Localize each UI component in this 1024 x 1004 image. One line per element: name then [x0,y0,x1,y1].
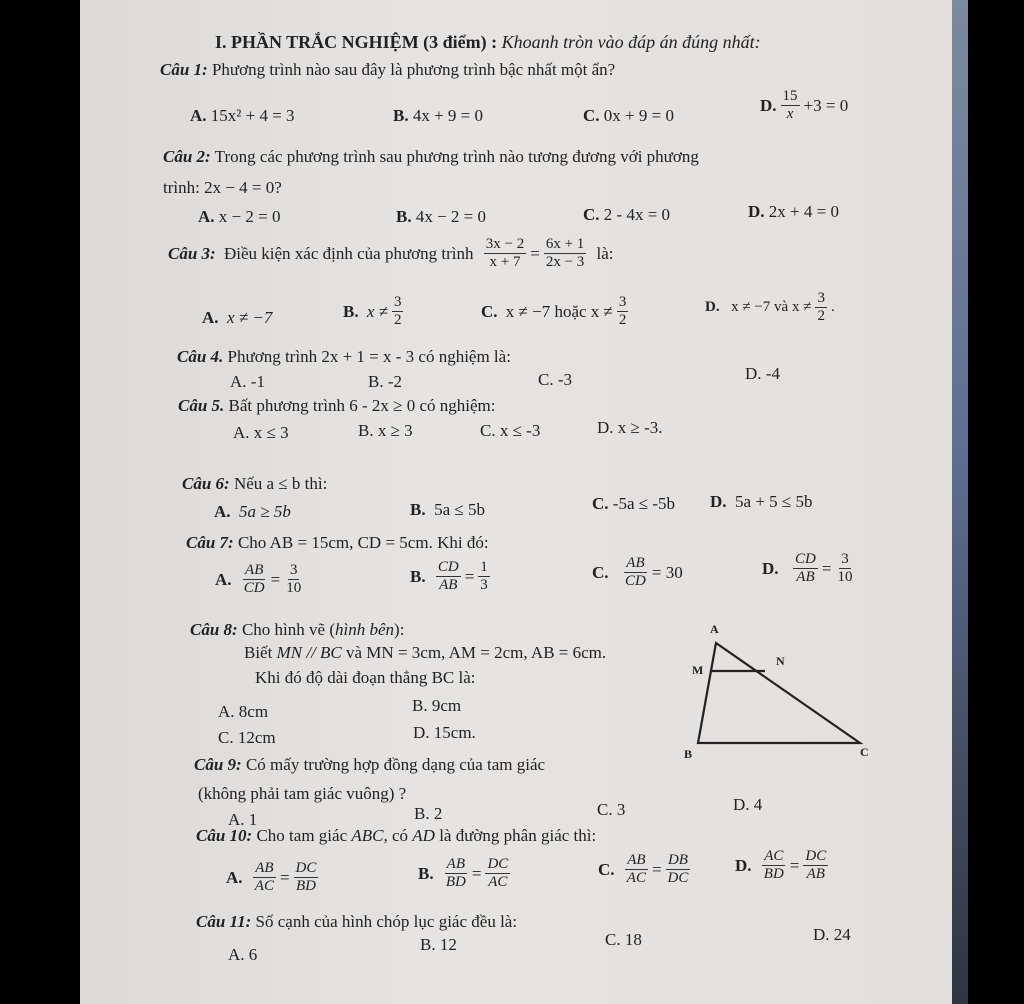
q11-option-b[interactable]: B. 12 [420,935,457,954]
q6-option-c[interactable]: C. -5a ≤ -5b [592,494,675,513]
q9-text-line2: (không phải tam giác vuông) ? [198,784,407,803]
q10-option-d[interactable]: D. $\frac{AC}{BD}$ = $\frac{DC}{AB}$ [735,848,827,882]
q4-text: Câu 4. Phương trình 2x + 1 = x - 3 có nghiệm là: [177,347,511,366]
vertex-a-label: A [710,622,719,636]
paper-edge [952,0,968,1004]
q10-option-b[interactable]: B. $\frac{AB}{BD}$ = $\frac{DC}{AC}$ [418,856,509,890]
q6-option-a[interactable]: A. 5a ≥ 5b [214,502,291,521]
q8-option-a[interactable]: A. 8cm [218,702,269,721]
point-m-label: M [692,663,704,677]
q5-option-c[interactable]: C. x ≤ -3 [480,421,541,440]
q11-option-c[interactable]: C. 18 [605,930,642,949]
q3-option-d[interactable]: D. x ≠ −7 và x ≠ $\frac{3}{2}$ . [705,290,835,324]
vertex-b-label: B [684,747,693,761]
q1-option-a[interactable]: A. 15x² + 4 = 3 [190,106,295,125]
q10-text: Câu 10: Cho tam giác ABC, có AD là đường phân giác thì: [196,826,597,845]
q1-question: Phương trình nào sau đây là phương trình bậc nhất một ẩn? [211,60,616,79]
q7-text: Câu 7: Cho AB = 15cm, CD = 5cm. Khi đó: [186,533,489,552]
q5-option-b[interactable]: B. x ≥ 3 [358,421,413,440]
q11-option-d[interactable]: D. 24 [813,925,851,944]
q6-option-b[interactable]: B. 5a ≤ 5b [410,500,485,519]
q1-label: Câu 1: [160,60,208,79]
q3-option-b[interactable]: B. x ≠ $\frac{3}{2}$ [343,294,402,328]
q2-text: Câu 2: Trong các phương trình sau phương trình nào tương đương với phương [163,147,699,166]
section-instruction: Khoanh tròn vào đáp án đúng nhất: [501,32,761,52]
q6-option-d[interactable]: D. 5a + 5 ≤ 5b [710,492,813,511]
q7-option-c[interactable]: C. $\frac{AB}{CD}$ = 30 [592,555,683,589]
q6-text: Câu 6: Nếu a ≤ b thì: [182,474,328,493]
q2-option-a[interactable]: A. x − 2 = 0 [198,207,281,226]
q7-option-a[interactable]: A. $\frac{AB}{CD}$ = $\frac{3}{10}$ [215,562,302,596]
q3-option-c[interactable]: C. x ≠ −7 hoặc x ≠ $\frac{3}{2}$ [481,294,627,328]
q3-option-a[interactable]: A. x ≠ −7 [202,308,273,327]
q5-text: Câu 5. Bất phương trình 6 - 2x ≥ 0 có nghiệm: [178,396,496,415]
q4-option-d[interactable]: D. -4 [745,364,780,383]
q2-text-line2: trình: 2x − 4 = 0? [163,178,282,197]
q8-option-b[interactable]: B. 9cm [412,696,462,715]
q2-option-c[interactable]: C. 2 - 4x = 0 [583,205,671,224]
q4-option-b[interactable]: B. -2 [368,372,402,391]
q5-option-a[interactable]: A. x ≤ 3 [233,423,289,442]
q8-text: Câu 8: Cho hình vẽ (hình bên): [190,620,405,639]
section-header [215,32,761,53]
q10-option-a[interactable]: A. $\frac{AB}{AC}$ = $\frac{DC}{BD}$ [226,860,317,894]
q9-text: Câu 9: Có mấy trường hợp đồng dạng của tam giác [194,755,546,774]
q1-text [160,60,615,80]
point-n-label: N [776,654,785,668]
vertex-c-label: C [860,745,869,759]
q8-line3: Khi đó độ dài đoạn thẳng BC là: [255,668,476,687]
q4-option-c[interactable]: C. -3 [538,370,572,389]
q11-option-a[interactable]: A. 6 [228,945,258,964]
q3-text: Câu 3: Điều kiện xác định của phương trình $\frac{3x - 2}{x + 7}$ = $\frac{6x + 1}{2x - 3}$ là: [168,236,614,270]
q7-option-b[interactable]: B. $\frac{CD}{AB}$ = $\frac{1}{3}$ [410,559,488,593]
q2-option-d[interactable]: D. 2x + 4 = 0 [748,202,839,221]
q2-option-b[interactable]: B. 4x − 2 = 0 [396,207,487,226]
q5-option-d[interactable]: D. x ≥ -3. [597,418,663,437]
q4-option-a[interactable]: A. -1 [230,372,265,391]
q1-option-c[interactable]: C. 0x + 9 = 0 [583,106,674,125]
q7-option-d[interactable]: D. $\frac{CD}{AB}$ = $\frac{3}{10}$ [762,551,853,585]
q1-option-d[interactable]: D. $\frac{15}{x}$ +3 = 0 [760,88,849,122]
q9-option-c[interactable]: C. 3 [597,800,626,819]
q9-option-a[interactable]: A. 1 [228,810,258,829]
q11-text: Câu 11: Số cạnh của hình chóp lục giác đều là: [196,912,518,931]
q8-line2: Biết MN // BC và MN = 3cm, AM = 2cm, AB = 6cm. [244,643,607,662]
q9-option-d[interactable]: D. 4 [733,795,763,814]
section-title: I. PHẦN TRẮC NGHIỆM (3 điểm) : [215,32,498,52]
q9-option-b[interactable]: B. 2 [414,804,443,823]
q8-option-c[interactable]: C. 12cm [218,728,276,747]
q8-option-d[interactable]: D. 15cm. [413,723,476,742]
q10-option-c[interactable]: C. $\frac{AB}{AC}$ = $\frac{DB}{DC}$ [598,852,689,886]
q1-option-b[interactable]: B. 4x + 9 = 0 [393,106,484,125]
triangle-figure [680,615,880,765]
